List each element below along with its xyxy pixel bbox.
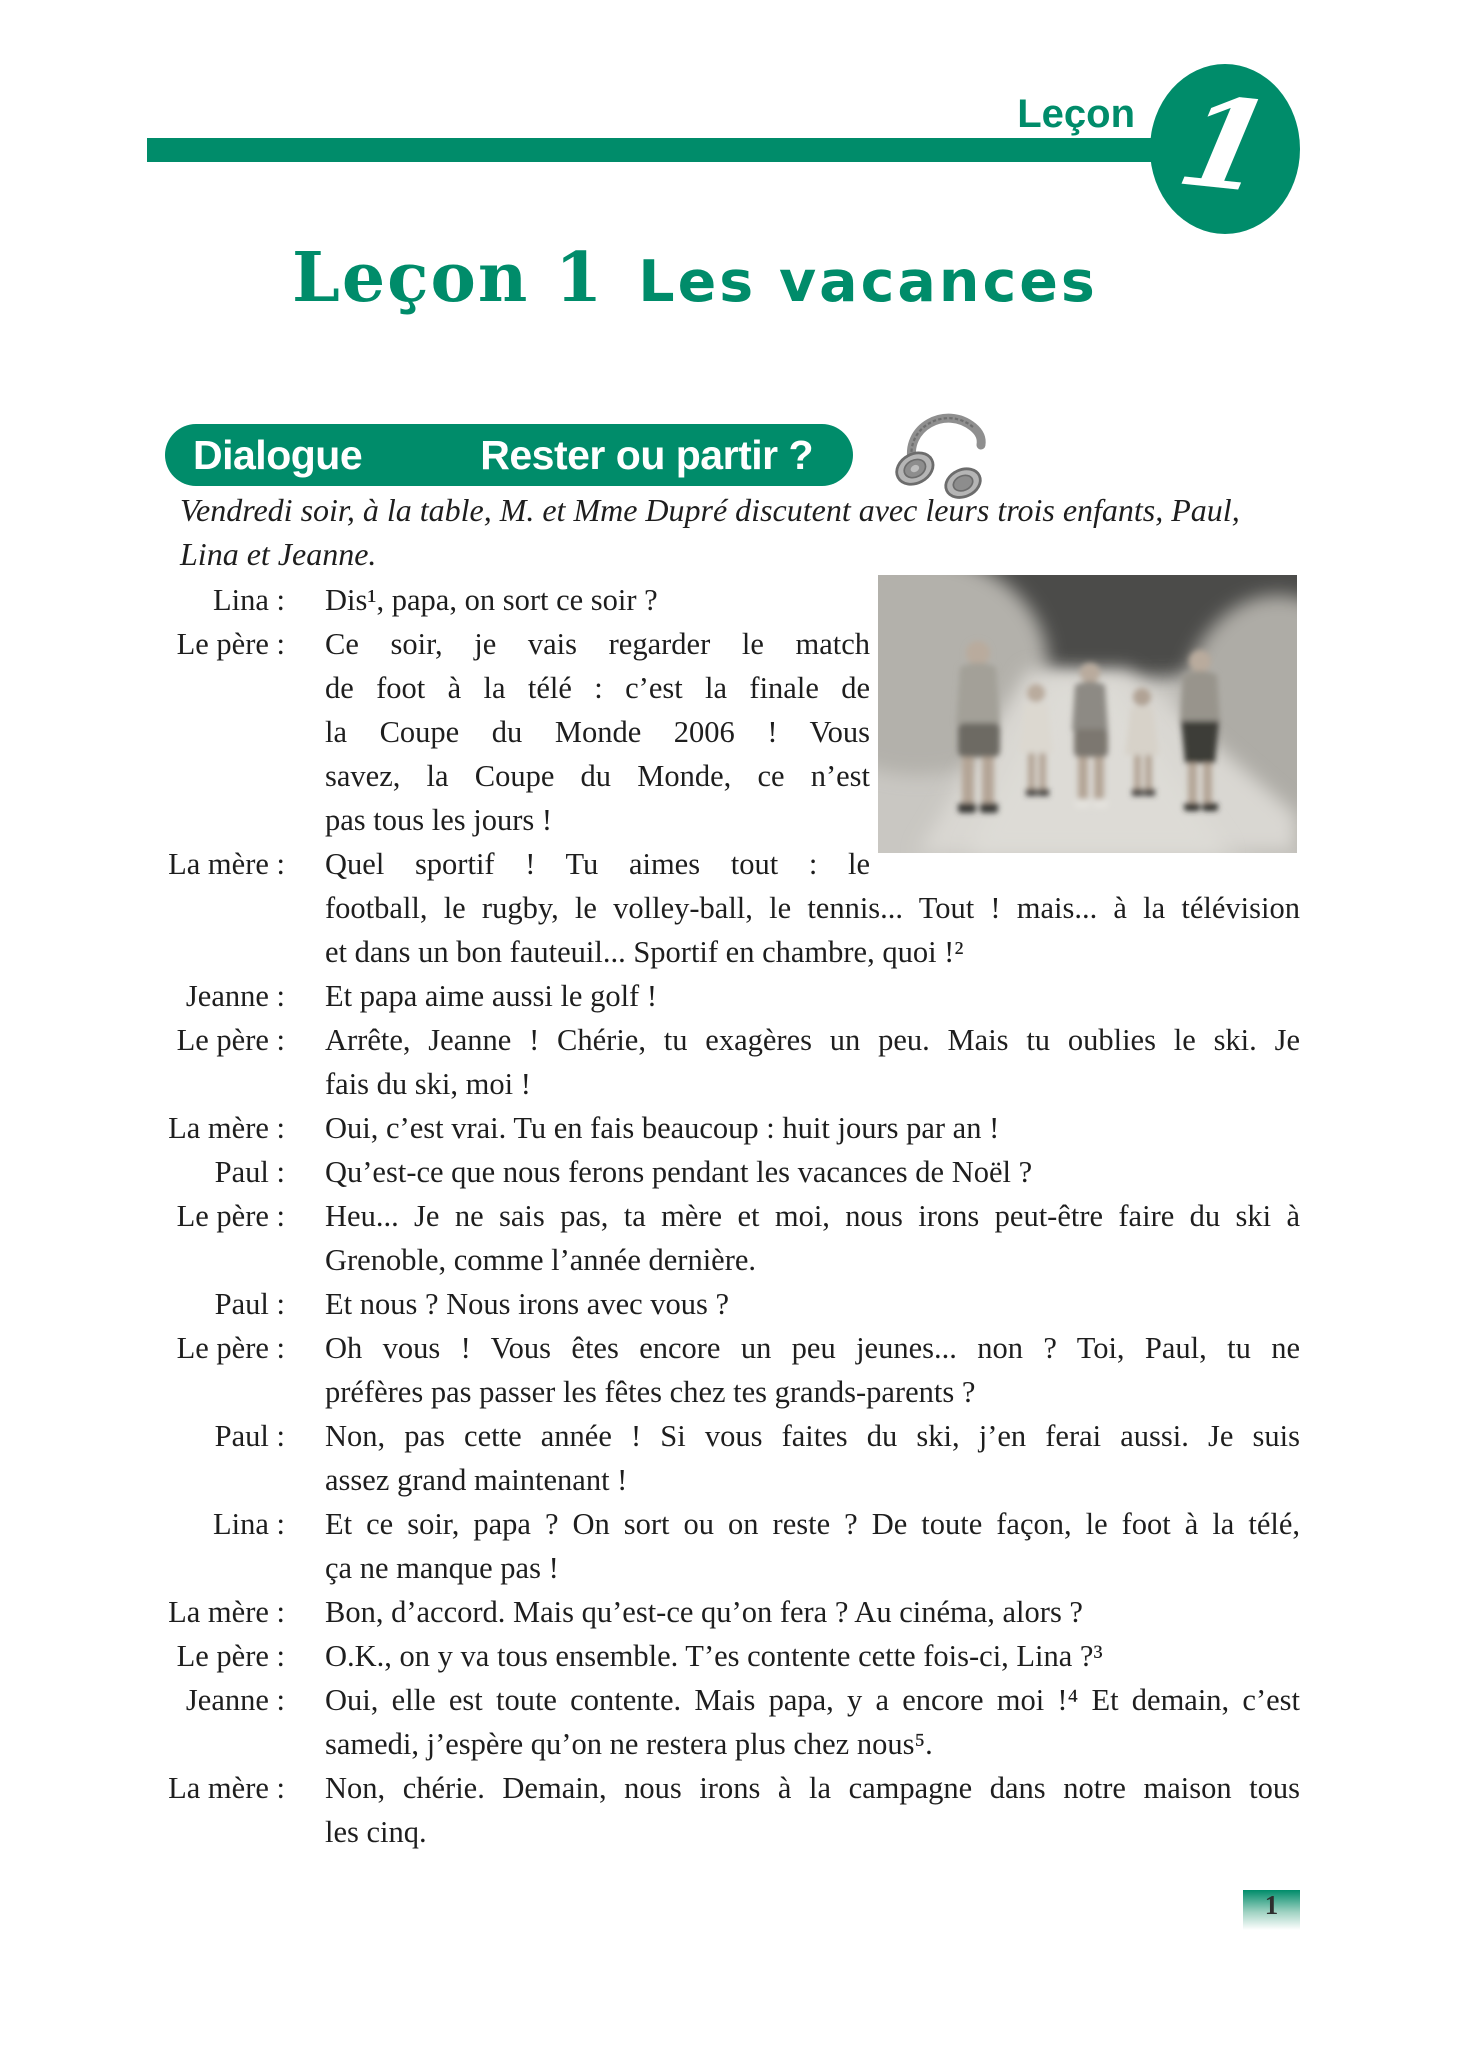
- dialogue-line: Grenoble, comme l’année dernière.: [325, 1243, 757, 1277]
- dialogue-line: football, le rugby, le volley-ball, le tennis... Tout ! mais... à la télévision: [325, 891, 1300, 925]
- dialogue-line: et dans un bon fauteuil... Sportif en chambre, quoi !²: [325, 935, 964, 969]
- lesson-number: 1: [1167, 69, 1284, 222]
- dialogue-text: [325, 1414, 1300, 1502]
- dialogue-line: fais du ski, moi !: [325, 1067, 531, 1101]
- dialogue-banner-label: Dialogue: [193, 431, 363, 478]
- dialogue-line: Oh vous ! Vous êtes encore un peu jeunes... non ? Toi, Paul, tu ne: [325, 1331, 1300, 1365]
- dialogue-text: [325, 1326, 1300, 1414]
- dialogue-line: Oui, elle est toute contente. Mais papa, y a encore moi !⁴ Et demain, c’est: [325, 1683, 1300, 1717]
- dialogue-speaker: La mère :: [168, 1595, 285, 1629]
- dialogue-speaker: Lina :: [213, 1507, 285, 1541]
- dialogue-line: ça ne manque pas !: [325, 1551, 559, 1585]
- dialogue-speaker: Paul :: [214, 1155, 285, 1189]
- dialogue-turn: [165, 1194, 1300, 1282]
- dialogue-turn: [165, 1414, 1300, 1502]
- dialogue-speaker: Le père :: [176, 1639, 285, 1673]
- dialogue-banner: [165, 424, 853, 486]
- dialogue-turns: [165, 578, 1300, 1854]
- dialogue-text: [325, 974, 1300, 1018]
- title-topic: Les vacances: [638, 249, 1098, 315]
- dialogue-line: Quel sportif ! Tu aimes tout : le: [325, 847, 870, 881]
- dialogue-turn: [165, 1326, 1300, 1414]
- dialogue-speaker: La mère :: [168, 1771, 285, 1805]
- title-lesson: Leçon 1: [292, 238, 605, 318]
- dialogue-speaker: Lina :: [213, 583, 285, 617]
- dialogue-intro: [180, 488, 1305, 576]
- dialogue-line: Et ce soir, papa ? On sort ou on reste ? De toute façon, le foot à la télé,: [325, 1507, 1300, 1541]
- dialogue-text: [325, 1678, 1300, 1766]
- intro-line: Vendredi soir, à la table, M. et Mme Dupré discutent avec leurs trois enfants, Paul,: [180, 492, 1240, 528]
- dialogue-line: Arrête, Jeanne ! Chérie, tu exagères un peu. Mais tu oublies le ski. Je: [325, 1023, 1300, 1057]
- dialogue-line: de foot à la télé : c’est la finale de: [325, 671, 870, 705]
- dialogue-speaker: Le père :: [176, 1331, 285, 1365]
- dialogue-speaker: La mère :: [168, 1111, 285, 1145]
- dialogue-line: Oui, c’est vrai. Tu en fais beaucoup : huit jours par an !: [325, 1111, 1000, 1145]
- dialogue-line: O.K., on y va tous ensemble. T’es contente cette fois-ci, Lina ?³: [325, 1639, 1103, 1673]
- dialogue-turn: [165, 1766, 1300, 1854]
- dialogue-text: [325, 842, 1300, 974]
- dialogue-turn: [165, 1590, 1300, 1634]
- dialogue-speaker: Le père :: [176, 627, 285, 661]
- dialogue-line: Heu... Je ne sais pas, ta mère et moi, nous irons peut-être faire du ski à: [325, 1199, 1300, 1233]
- dialogue-text: [325, 1590, 1300, 1634]
- header-rule: [147, 138, 1159, 162]
- dialogue-text: [325, 578, 1300, 622]
- dialogue-text: [325, 1106, 1300, 1150]
- dialogue-turn: [165, 1678, 1300, 1766]
- dialogue-line: samedi, j’espère qu’on ne restera plus chez nous⁵.: [325, 1727, 933, 1761]
- dialogue-text: [325, 1194, 1300, 1282]
- dialogue-line: Et papa aime aussi le golf !: [325, 979, 658, 1013]
- dialogue-turn: [165, 622, 1300, 842]
- dialogue-line: assez grand maintenant !: [325, 1463, 628, 1497]
- dialogue-turn: [165, 974, 1300, 1018]
- dialogue-turn: [165, 578, 1300, 622]
- dialogue-speaker: Jeanne :: [185, 979, 285, 1013]
- page-title: [292, 238, 1098, 318]
- dialogue-text: [325, 622, 1300, 842]
- dialogue-line: pas tous les jours !: [325, 803, 553, 837]
- header-lesson-label: Leçon: [1017, 92, 1135, 136]
- dialogue-turn: [165, 1106, 1300, 1150]
- dialogue-line: préfères pas passer les fêtes chez tes grands-parents ?: [325, 1375, 976, 1409]
- dialogue-text: [325, 1282, 1300, 1326]
- dialogue-line: Non, chérie. Demain, nous irons à la campagne dans notre maison tous: [325, 1771, 1300, 1805]
- page-number-badge: [1243, 1890, 1300, 1930]
- dialogue-speaker: Le père :: [176, 1199, 285, 1233]
- dialogue-line: Qu’est-ce que nous ferons pendant les vacances de Noël ?: [325, 1155, 1033, 1189]
- dialogue-line: Ce soir, je vais regarder le match: [325, 627, 870, 661]
- dialogue-text: [325, 1150, 1300, 1194]
- dialogue-line: Dis¹, papa, on sort ce soir ?: [325, 583, 658, 617]
- dialogue-banner-title: Rester ou partir ?: [480, 431, 813, 478]
- dialogue-turn: [165, 1282, 1300, 1326]
- dialogue-line: la Coupe du Monde 2006 ! Vous: [325, 715, 870, 749]
- dialogue-line: Et nous ? Nous irons avec vous ?: [325, 1287, 730, 1321]
- dialogue-speaker: Paul :: [214, 1287, 285, 1321]
- dialogue-text: [325, 1766, 1300, 1854]
- dialogue-speaker: Le père :: [176, 1023, 285, 1057]
- dialogue-text: [325, 1018, 1300, 1106]
- dialogue-turn: [165, 1150, 1300, 1194]
- dialogue-line: savez, la Coupe du Monde, ce n’est: [325, 759, 870, 793]
- dialogue-speaker: Paul :: [214, 1419, 285, 1453]
- dialogue-text: [325, 1502, 1300, 1590]
- dialogue-turn: [165, 842, 1300, 974]
- dialogue-line: Bon, d’accord. Mais qu’est-ce qu’on fera ? Au cinéma, alors ?: [325, 1595, 1083, 1629]
- dialogue-speaker: Jeanne :: [185, 1683, 285, 1717]
- lesson-number-badge: [1150, 64, 1300, 234]
- dialogue-turn: [165, 1018, 1300, 1106]
- dialogue-line: les cinq.: [325, 1815, 427, 1849]
- page-number: 1: [1264, 1890, 1279, 1920]
- intro-line: Lina et Jeanne.: [180, 536, 377, 572]
- dialogue-speaker: La mère :: [168, 847, 285, 881]
- dialogue-turn: [165, 1634, 1300, 1678]
- dialogue-text: [325, 1634, 1300, 1678]
- dialogue-line: Non, pas cette année ! Si vous faites du ski, j’en ferai aussi. Je suis: [325, 1419, 1300, 1453]
- dialogue-turn: [165, 1502, 1300, 1590]
